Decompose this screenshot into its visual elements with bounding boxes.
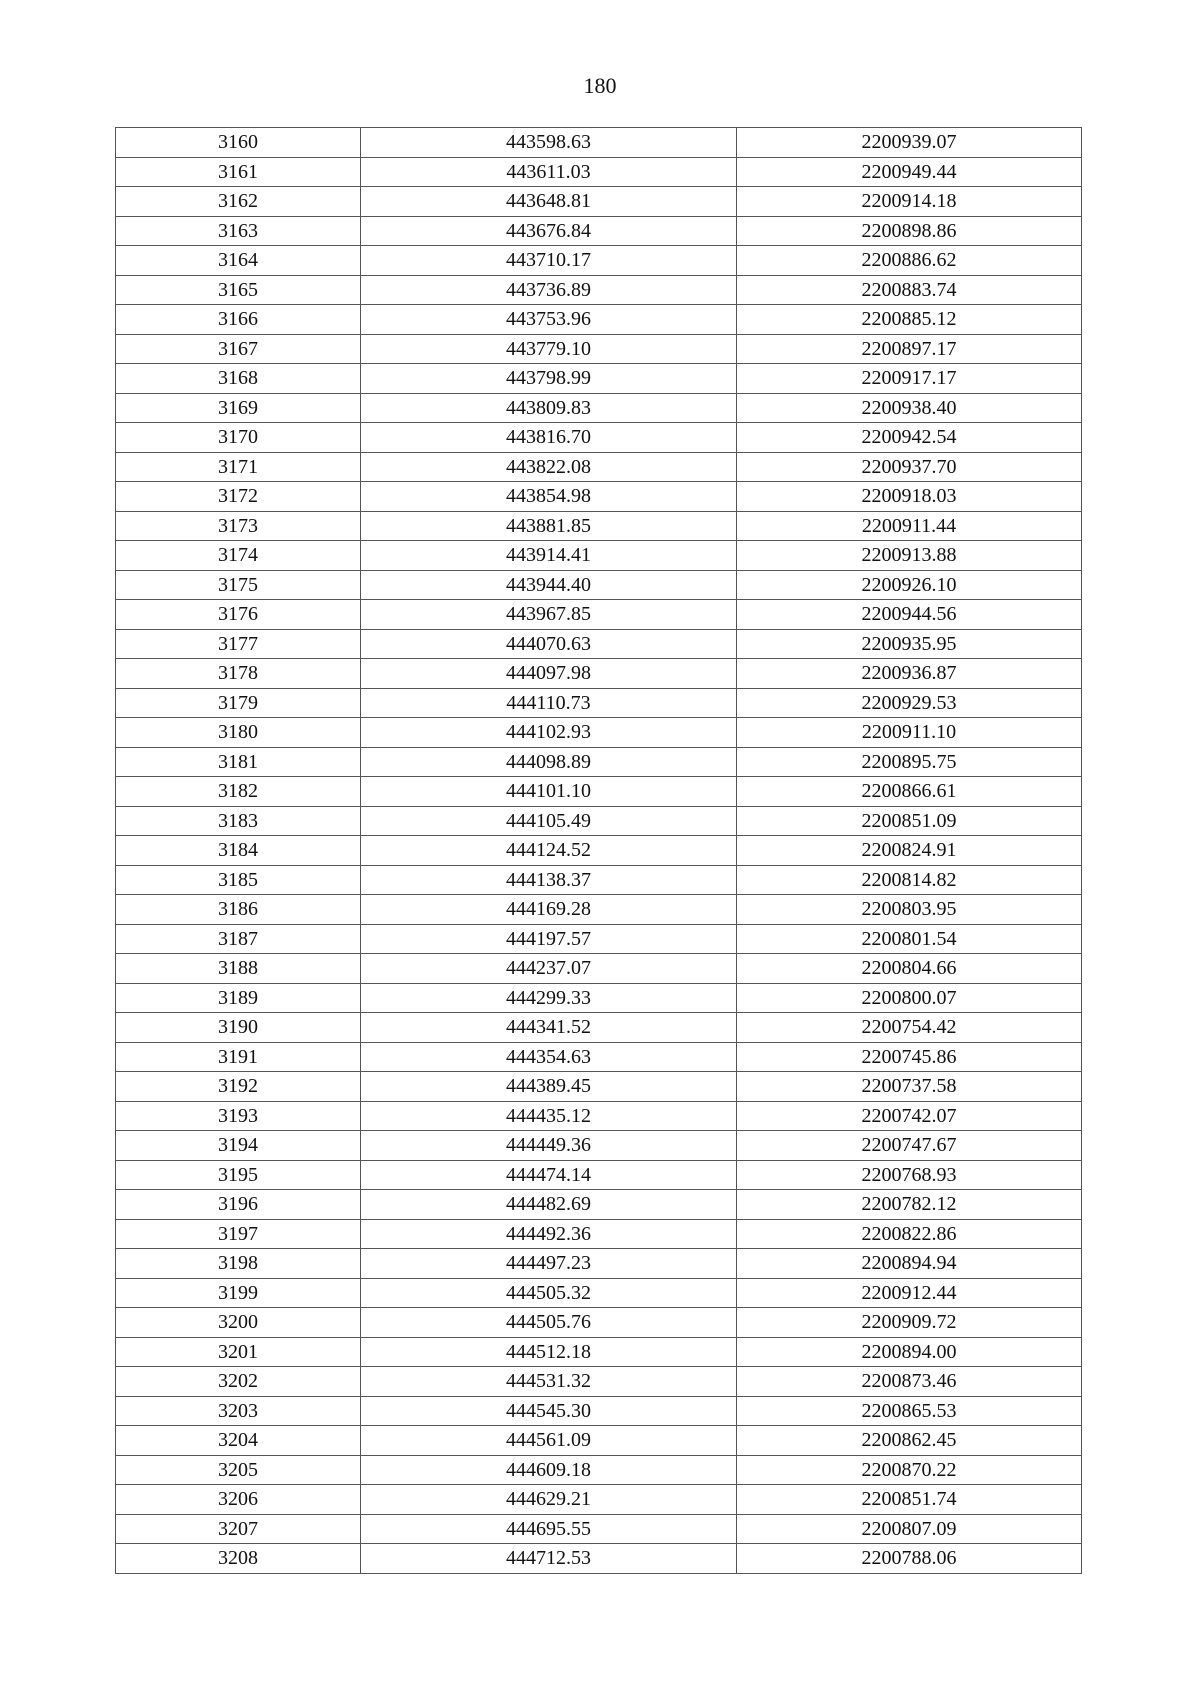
x-coordinate-cell: 444492.36 (361, 1219, 737, 1249)
table-row (116, 1101, 1082, 1131)
x-coordinate-cell: 444545.30 (361, 1396, 737, 1426)
y-coordinate-cell: 2200909.72 (737, 1308, 1082, 1338)
point-number-cell: 3162 (116, 187, 361, 217)
x-coordinate-cell: 444124.52 (361, 836, 737, 866)
table-row (116, 1042, 1082, 1072)
x-coordinate-cell: 444497.23 (361, 1249, 737, 1279)
y-coordinate-cell: 2200897.17 (737, 334, 1082, 364)
x-coordinate-cell: 444102.93 (361, 718, 737, 748)
point-number-cell: 3191 (116, 1042, 361, 1072)
x-coordinate-cell: 444169.28 (361, 895, 737, 925)
point-number-cell: 3198 (116, 1249, 361, 1279)
table-row (116, 128, 1082, 158)
point-number-cell: 3165 (116, 275, 361, 305)
x-coordinate-cell: 443611.03 (361, 157, 737, 187)
table-row (116, 1278, 1082, 1308)
table-row (116, 511, 1082, 541)
point-number-cell: 3190 (116, 1013, 361, 1043)
y-coordinate-cell: 2200886.62 (737, 246, 1082, 276)
table-row (116, 1337, 1082, 1367)
table-row (116, 482, 1082, 512)
point-number-cell: 3205 (116, 1455, 361, 1485)
point-number-cell: 3182 (116, 777, 361, 807)
x-coordinate-cell: 444070.63 (361, 629, 737, 659)
point-number-cell: 3193 (116, 1101, 361, 1131)
point-number-cell: 3168 (116, 364, 361, 394)
table-row (116, 423, 1082, 453)
y-coordinate-cell: 2200883.74 (737, 275, 1082, 305)
point-number-cell: 3206 (116, 1485, 361, 1515)
point-number-cell: 3194 (116, 1131, 361, 1161)
point-number-cell: 3185 (116, 865, 361, 895)
y-coordinate-cell: 2200912.44 (737, 1278, 1082, 1308)
table-row (116, 1160, 1082, 1190)
table-row (116, 600, 1082, 630)
point-number-cell: 3169 (116, 393, 361, 423)
x-coordinate-cell: 443753.96 (361, 305, 737, 335)
x-coordinate-cell: 444097.98 (361, 659, 737, 689)
y-coordinate-cell: 2200754.42 (737, 1013, 1082, 1043)
table-row (116, 1514, 1082, 1544)
table-row (116, 246, 1082, 276)
point-number-cell: 3180 (116, 718, 361, 748)
y-coordinate-cell: 2200801.54 (737, 924, 1082, 954)
point-number-cell: 3161 (116, 157, 361, 187)
y-coordinate-cell: 2200873.46 (737, 1367, 1082, 1397)
point-number-cell: 3202 (116, 1367, 361, 1397)
point-number-cell: 3204 (116, 1426, 361, 1456)
x-coordinate-cell: 444712.53 (361, 1544, 737, 1574)
point-number-cell: 3160 (116, 128, 361, 158)
point-number-cell: 3189 (116, 983, 361, 1013)
table-row (116, 718, 1082, 748)
point-number-cell: 3201 (116, 1337, 361, 1367)
x-coordinate-cell: 444482.69 (361, 1190, 737, 1220)
point-number-cell: 3200 (116, 1308, 361, 1338)
y-coordinate-cell: 2200929.53 (737, 688, 1082, 718)
y-coordinate-cell: 2200917.17 (737, 364, 1082, 394)
y-coordinate-cell: 2200803.95 (737, 895, 1082, 925)
point-number-cell: 3184 (116, 836, 361, 866)
table-row (116, 865, 1082, 895)
x-coordinate-cell: 444197.57 (361, 924, 737, 954)
table-row (116, 1013, 1082, 1043)
y-coordinate-cell: 2200742.07 (737, 1101, 1082, 1131)
table-row (116, 1131, 1082, 1161)
y-coordinate-cell: 2200949.44 (737, 157, 1082, 187)
y-coordinate-cell: 2200865.53 (737, 1396, 1082, 1426)
table-row (116, 1072, 1082, 1102)
y-coordinate-cell: 2200788.06 (737, 1544, 1082, 1574)
table-row (116, 187, 1082, 217)
x-coordinate-cell: 444609.18 (361, 1455, 737, 1485)
y-coordinate-cell: 2200851.74 (737, 1485, 1082, 1515)
x-coordinate-cell: 444505.76 (361, 1308, 737, 1338)
table-row (116, 275, 1082, 305)
coordinates-table (115, 127, 1082, 1574)
table-row (116, 659, 1082, 689)
point-number-cell: 3170 (116, 423, 361, 453)
x-coordinate-cell: 443598.63 (361, 128, 737, 158)
table-row (116, 157, 1082, 187)
y-coordinate-cell: 2200894.00 (737, 1337, 1082, 1367)
x-coordinate-cell: 443779.10 (361, 334, 737, 364)
table-row (116, 983, 1082, 1013)
y-coordinate-cell: 2200862.45 (737, 1426, 1082, 1456)
x-coordinate-cell: 444299.33 (361, 983, 737, 1013)
table-row (116, 806, 1082, 836)
y-coordinate-cell: 2200885.12 (737, 305, 1082, 335)
x-coordinate-cell: 444531.32 (361, 1367, 737, 1397)
table-row (116, 954, 1082, 984)
table-row (116, 393, 1082, 423)
point-number-cell: 3192 (116, 1072, 361, 1102)
point-number-cell: 3171 (116, 452, 361, 482)
y-coordinate-cell: 2200804.66 (737, 954, 1082, 984)
y-coordinate-cell: 2200822.86 (737, 1219, 1082, 1249)
table-row (116, 895, 1082, 925)
y-coordinate-cell: 2200935.95 (737, 629, 1082, 659)
y-coordinate-cell: 2200807.09 (737, 1514, 1082, 1544)
point-number-cell: 3186 (116, 895, 361, 925)
x-coordinate-cell: 443798.99 (361, 364, 737, 394)
table-row (116, 364, 1082, 394)
y-coordinate-cell: 2200898.86 (737, 216, 1082, 246)
point-number-cell: 3167 (116, 334, 361, 364)
x-coordinate-cell: 443944.40 (361, 570, 737, 600)
y-coordinate-cell: 2200768.93 (737, 1160, 1082, 1190)
x-coordinate-cell: 443881.85 (361, 511, 737, 541)
y-coordinate-cell: 2200895.75 (737, 747, 1082, 777)
x-coordinate-cell: 443822.08 (361, 452, 737, 482)
point-number-cell: 3197 (116, 1219, 361, 1249)
table-row (116, 334, 1082, 364)
y-coordinate-cell: 2200918.03 (737, 482, 1082, 512)
x-coordinate-cell: 444101.10 (361, 777, 737, 807)
table-row (116, 1249, 1082, 1279)
x-coordinate-cell: 444098.89 (361, 747, 737, 777)
x-coordinate-cell: 443914.41 (361, 541, 737, 571)
x-coordinate-cell: 443648.81 (361, 187, 737, 217)
table-row (116, 1544, 1082, 1574)
point-number-cell: 3181 (116, 747, 361, 777)
point-number-cell: 3174 (116, 541, 361, 571)
y-coordinate-cell: 2200866.61 (737, 777, 1082, 807)
y-coordinate-cell: 2200851.09 (737, 806, 1082, 836)
table-row (116, 216, 1082, 246)
table-row (116, 1485, 1082, 1515)
x-coordinate-cell: 444561.09 (361, 1426, 737, 1456)
table-row (116, 777, 1082, 807)
point-number-cell: 3175 (116, 570, 361, 600)
y-coordinate-cell: 2200737.58 (737, 1072, 1082, 1102)
point-number-cell: 3166 (116, 305, 361, 335)
coordinates-table-body (116, 128, 1082, 1574)
point-number-cell: 3173 (116, 511, 361, 541)
table-row (116, 924, 1082, 954)
y-coordinate-cell: 2200914.18 (737, 187, 1082, 217)
point-number-cell: 3179 (116, 688, 361, 718)
point-number-cell: 3208 (116, 1544, 361, 1574)
point-number-cell: 3195 (116, 1160, 361, 1190)
y-coordinate-cell: 2200870.22 (737, 1455, 1082, 1485)
y-coordinate-cell: 2200926.10 (737, 570, 1082, 600)
x-coordinate-cell: 444474.14 (361, 1160, 737, 1190)
x-coordinate-cell: 443809.83 (361, 393, 737, 423)
point-number-cell: 3187 (116, 924, 361, 954)
x-coordinate-cell: 443736.89 (361, 275, 737, 305)
table-row (116, 1455, 1082, 1485)
point-number-cell: 3163 (116, 216, 361, 246)
x-coordinate-cell: 444512.18 (361, 1337, 737, 1367)
table-row (116, 1426, 1082, 1456)
point-number-cell: 3196 (116, 1190, 361, 1220)
y-coordinate-cell: 2200745.86 (737, 1042, 1082, 1072)
y-coordinate-cell: 2200894.94 (737, 1249, 1082, 1279)
table-row (116, 688, 1082, 718)
x-coordinate-cell: 444629.21 (361, 1485, 737, 1515)
y-coordinate-cell: 2200939.07 (737, 128, 1082, 158)
x-coordinate-cell: 443854.98 (361, 482, 737, 512)
point-number-cell: 3199 (116, 1278, 361, 1308)
x-coordinate-cell: 444138.37 (361, 865, 737, 895)
table-row (116, 452, 1082, 482)
point-number-cell: 3188 (116, 954, 361, 984)
table-row (116, 570, 1082, 600)
x-coordinate-cell: 444505.32 (361, 1278, 737, 1308)
table-row (116, 1367, 1082, 1397)
x-coordinate-cell: 444237.07 (361, 954, 737, 984)
point-number-cell: 3177 (116, 629, 361, 659)
table-row (116, 305, 1082, 335)
y-coordinate-cell: 2200747.67 (737, 1131, 1082, 1161)
table-row (116, 541, 1082, 571)
y-coordinate-cell: 2200911.10 (737, 718, 1082, 748)
y-coordinate-cell: 2200936.87 (737, 659, 1082, 689)
x-coordinate-cell: 444354.63 (361, 1042, 737, 1072)
point-number-cell: 3207 (116, 1514, 361, 1544)
x-coordinate-cell: 443710.17 (361, 246, 737, 276)
x-coordinate-cell: 443967.85 (361, 600, 737, 630)
table-row (116, 1219, 1082, 1249)
y-coordinate-cell: 2200800.07 (737, 983, 1082, 1013)
point-number-cell: 3183 (116, 806, 361, 836)
x-coordinate-cell: 444105.49 (361, 806, 737, 836)
y-coordinate-cell: 2200824.91 (737, 836, 1082, 866)
point-number-cell: 3172 (116, 482, 361, 512)
page-number: 180 (583, 73, 617, 98)
table-row (116, 1308, 1082, 1338)
x-coordinate-cell: 444341.52 (361, 1013, 737, 1043)
y-coordinate-cell: 2200938.40 (737, 393, 1082, 423)
x-coordinate-cell: 443816.70 (361, 423, 737, 453)
y-coordinate-cell: 2200913.88 (737, 541, 1082, 571)
y-coordinate-cell: 2200911.44 (737, 511, 1082, 541)
table-row (116, 1396, 1082, 1426)
x-coordinate-cell: 444695.55 (361, 1514, 737, 1544)
point-number-cell: 3164 (116, 246, 361, 276)
point-number-cell: 3178 (116, 659, 361, 689)
point-number-cell: 3176 (116, 600, 361, 630)
table-row (116, 836, 1082, 866)
x-coordinate-cell: 444389.45 (361, 1072, 737, 1102)
table-row (116, 747, 1082, 777)
y-coordinate-cell: 2200814.82 (737, 865, 1082, 895)
y-coordinate-cell: 2200942.54 (737, 423, 1082, 453)
y-coordinate-cell: 2200944.56 (737, 600, 1082, 630)
x-coordinate-cell: 444435.12 (361, 1101, 737, 1131)
table-row (116, 1190, 1082, 1220)
point-number-cell: 3203 (116, 1396, 361, 1426)
x-coordinate-cell: 443676.84 (361, 216, 737, 246)
y-coordinate-cell: 2200937.70 (737, 452, 1082, 482)
table-row (116, 629, 1082, 659)
y-coordinate-cell: 2200782.12 (737, 1190, 1082, 1220)
x-coordinate-cell: 444449.36 (361, 1131, 737, 1161)
x-coordinate-cell: 444110.73 (361, 688, 737, 718)
